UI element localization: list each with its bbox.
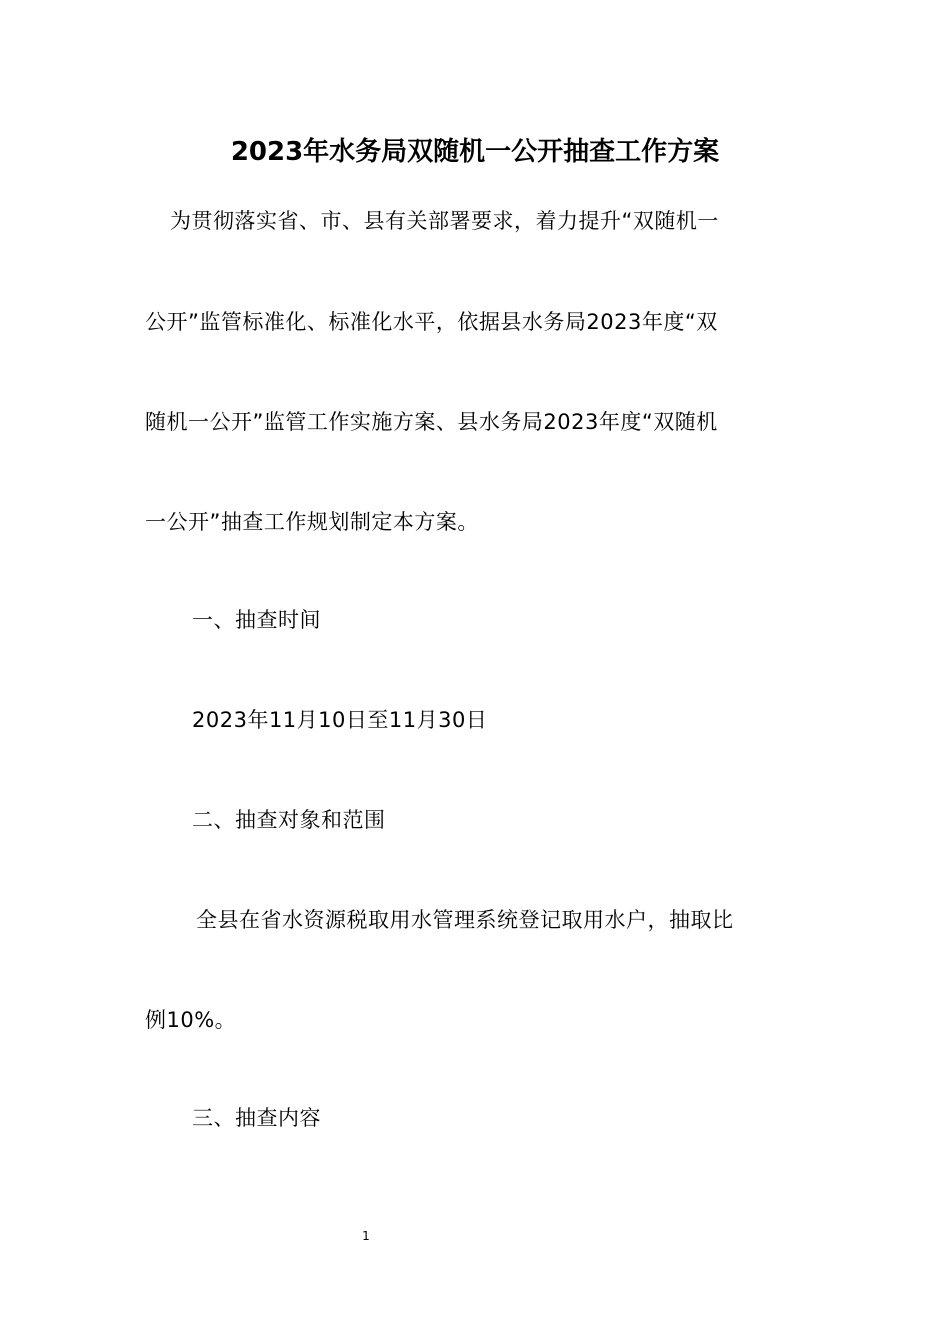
page-number: 1	[362, 1229, 370, 1243]
intro-line-3: 随机一公开”监管工作实施方案、县水务局2023年度“双随机	[145, 410, 718, 434]
section-heading-time: 一、抽查时间	[192, 608, 321, 632]
intro-line-4: 一公开”抽查工作规划制定本方案。	[145, 510, 479, 534]
intro-line-1: 为贯彻落实省、市、县有关部署要求，着力提升“双随机一	[170, 209, 719, 233]
section-heading-content: 三、抽查内容	[192, 1106, 321, 1130]
intro-line-2: 公开”监管标准化、标准化水平，依据县水务局2023年度“双	[145, 310, 718, 334]
section-heading-scope: 二、抽查对象和范围	[192, 808, 386, 832]
scope-line-1: 全县在省水资源税取用水管理系统登记取用水户，抽取比	[196, 908, 734, 932]
document-title: 2023年水务局双随机一公开抽查工作方案	[230, 137, 720, 167]
scope-line-2: 例10%。	[145, 1008, 237, 1032]
section-text-time: 2023年11月10日至11月30日	[192, 708, 488, 732]
